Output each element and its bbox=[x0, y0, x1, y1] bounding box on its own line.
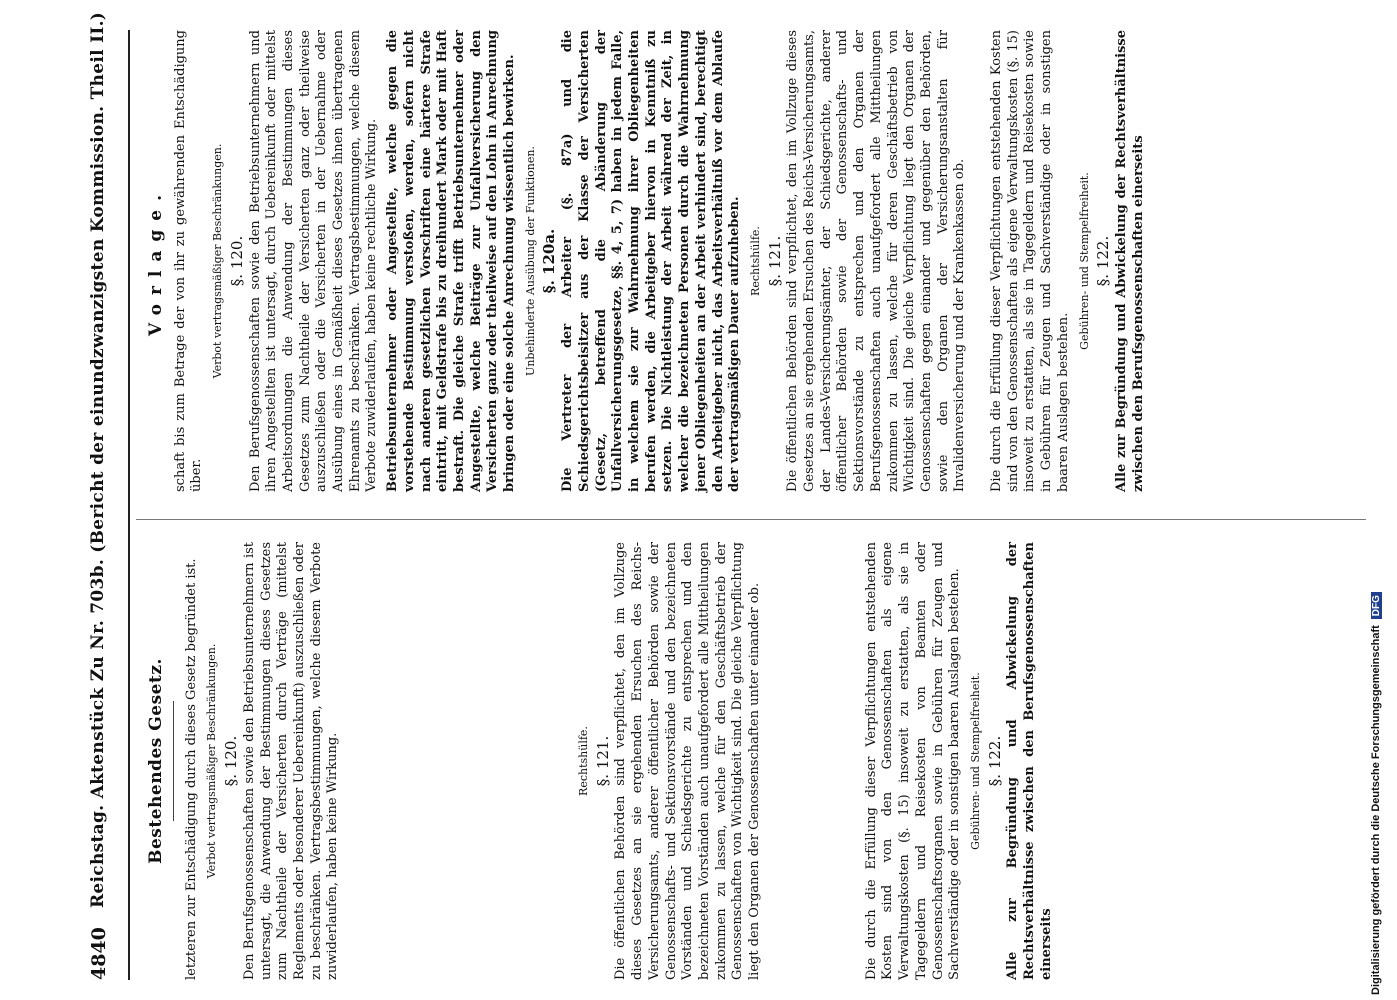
section-heading: Gebühren- und Stempelfreiheit. bbox=[968, 672, 982, 850]
section-heading: Unbehinderte Ausübung der Funktionen. bbox=[523, 146, 537, 376]
column-title: Bestehendes Gesetz. bbox=[146, 658, 166, 864]
paragraph-text: Die öffentlichen Behörden sind verpflichtet, den im Vollzuge dieses Gesetzes an sie ergehenden Ersuchen des Reichs-Versicherungsamts, anderer öffentlicher Behörden sowie der Genossenschafts- und Sektionsvorstände und den bezeichneten Vorständen und Schiedsgerichte zu entsprechen und den bezeichneten Vorständen auch unaufgefordert alle Mittheilungen zukommen zu lassen, welche für den Geschäftsbetrieb der Genossenschaften von Wichtigkeit sind. Die gleiche Verpflichtung liegt den Organen der Genossenschaften unter einander ob. bbox=[613, 542, 763, 980]
section-heading: Rechtshülfe. bbox=[748, 226, 762, 296]
section-heading: Verbot vertragsmäßiger Beschränkungen. bbox=[205, 643, 219, 879]
title-rule bbox=[173, 701, 174, 821]
dfg-logo: DFG bbox=[1371, 592, 1382, 619]
paragraph-text: Den Berufsgenossenschaften sowie den Betriebsunternehmern und ihren Angestellten ist untersagt, durch Uebereinkunft oder mittelst Arbeitsordnungen die Anwendung der Bestimmungen dieses Gesetzes zum Nachtheile der Versicherten ganz oder theilweise auszuschließen oder die Versicherten in der Uebernahme oder Ausübung eines in Gemäßheit dieses Gesetzes ihnen übertragenen Ehrenamts zu beschränken. Vertragsbestimmungen, welche diesem Verbote zuwiderlaufen, haben keine rechtliche Wirkung. bbox=[247, 30, 380, 492]
paragraph-number: §. 122. bbox=[1094, 235, 1113, 287]
page-number: 4840 bbox=[88, 927, 110, 980]
paragraph-number: §. 120a. bbox=[540, 228, 559, 294]
paragraph-text: Die durch die Erfüllung dieser Verpflichtungen entstehenden Kosten sind von den Genossenschaften als eigene Verwaltungskosten (§. 15) insoweit zu erstatten, als sie in Tagegeldern und Reisekosten von Beamten oder Genossenschaftsorganen sowie in Gebühren für Zeugen und Sachverständige oder in sonstigen baaren Auslagen bestehen. bbox=[863, 542, 963, 980]
section-heading: Verbot vertragsmäßiger Beschränkungen. bbox=[211, 143, 225, 379]
paragraph-text: Betriebsunternehmer oder Angestellte, welche gegen die vorstehende Bestimmung verstoßen, werden, sofern nicht nach anderen gesetzlichen Vorschriften eine härtere Strafe eintritt, mit Geldstrafe bis zu dreihundert Mark oder mit Haft bestraft. Die gleiche Strafe trifft Betriebsunternehmer oder Angestellte, welche Beiträge zur Unfallversicherung den Versicherten ganz oder theilweise auf den Lohn in Anrechnung bringen oder eine solche Anrechnung wissentlich bewirken. bbox=[385, 30, 518, 492]
column-existing-law bbox=[142, 542, 1060, 980]
paragraph-number: §. 122. bbox=[985, 735, 1004, 787]
paragraph-text: Alle zur Begründung und Abwickelung der Rechtsverhältnisse zwischen den Berufsgenossenschaften einerseits bbox=[1005, 542, 1054, 980]
paragraph-text: Die durch die Erfüllung dieser Verpflichtungen entstehenden Kosten sind von den Genossenschaften als eigene Verwaltungskosten (§. 15) insoweit zu erstatten, als sie in Tagegeldern und Reisekosten sowie in Gebühren für Zeugen und Sachverständige oder in sonstigen baaren Auslagen bestehen. bbox=[989, 30, 1071, 492]
paragraph-number: §. 120. bbox=[227, 235, 246, 287]
paragraph-text: Die Vertreter der Arbeiter (§. 87a) und die Schiedsgerichtsbeisitzer aus der Klasse der Versicherten (Gesetz, betreffend die Abänderung der Unfallversicherungsgesetze, §§. 4, 5, 7) haben in jedem Falle, in welchem sie zur Wahrnehmung ihrer Obliegenheiten berufen werden, die Arbeitgeber hiervon in Kenntniß zu setzen. Die Nichtleistung der Arbeit während der Zeit, in welcher die bezeichneten Personen durch die Wahrnehmung jener Obliegenheiten an der Arbeit verhindert sind, berechtigt den Arbeitgeber nicht, das Arbeitsverhältniß vor dem Ablaufe der vertragsmäßigen Dauer aufzuheben. bbox=[560, 30, 743, 492]
page-header bbox=[80, 11, 116, 980]
paragraph-number: §. 120. bbox=[222, 735, 241, 787]
document-page bbox=[80, 11, 1370, 980]
section-heading: Rechtshülfe. bbox=[577, 726, 591, 796]
credit-text: Digitalisierung gefördert durch die Deutsche Forschungsgemeinschaft bbox=[1370, 625, 1382, 995]
digitization-credit bbox=[1370, 5, 1382, 995]
paragraph-text: Den Berufsgenossenschaften sowie den Betriebsunternehmern ist untersagt, die Anwendung der Bestimmungen dieses Gesetzes zum Nachtheile der Versicherten durch Verträge (mittelst Reglements oder besonderer Uebereinkunft) auszuschließen oder zu beschränken. Vertragsbestimmungen, welche diesem Verbote zuwiderlaufen, haben keine Wirkung. bbox=[241, 542, 341, 980]
paragraph-number: §. 121. bbox=[593, 735, 612, 787]
paragraph-text: Alle zur Begründung und Abwickelung der Rechtsverhältnisse zwischen den Berufsgenossenschaften einerseits bbox=[1113, 30, 1146, 492]
header-rule bbox=[128, 30, 130, 980]
column-divider bbox=[136, 519, 1366, 520]
intro-text: letzteren zur Entschädigung durch dieses Gesetz begründet ist. bbox=[183, 558, 199, 980]
column-proposal bbox=[142, 30, 1151, 492]
intro-text: schaft bis zum Betrage der von ihr zu gewährenden Entschädigung über. bbox=[172, 30, 205, 492]
running-title: Reichstag. Aktenstück Zu Nr. 703b. (Bericht der einundzwanzigsten Kommission. Theil II.) bbox=[88, 11, 108, 908]
column-title: Vorlage. bbox=[146, 185, 166, 337]
paragraph-number: §. 121. bbox=[765, 235, 784, 287]
section-heading: Gebühren- und Stempelfreiheit. bbox=[1077, 172, 1091, 350]
paragraph-text: Die öffentlichen Behörden sind verpflichtet, den im Vollzuge dieses Gesetzes an sie ergehenden Ersuchen des Reichs-Versicherungsamts, der Landes-Versicherungsämter, der Schiedsgerichte, anderer öffentlicher Behörden sowie der Genossenschafts- und Sektionsvorstände zu entsprechen und den Organen der Berufsgenossenschaften auch unaufgefordert alle Mittheilungen zukommen zu lassen, welche für deren Geschäftsbetrieb von Wichtigkeit sind. Die gleiche Verpflichtung liegt den Organen der Genossenschaften gegen einander und gegenüber den Behörden, sowie den Organen der Versicherungsanstalten für Invalidenversicherung und der Krankenkassen ob. bbox=[785, 30, 968, 492]
